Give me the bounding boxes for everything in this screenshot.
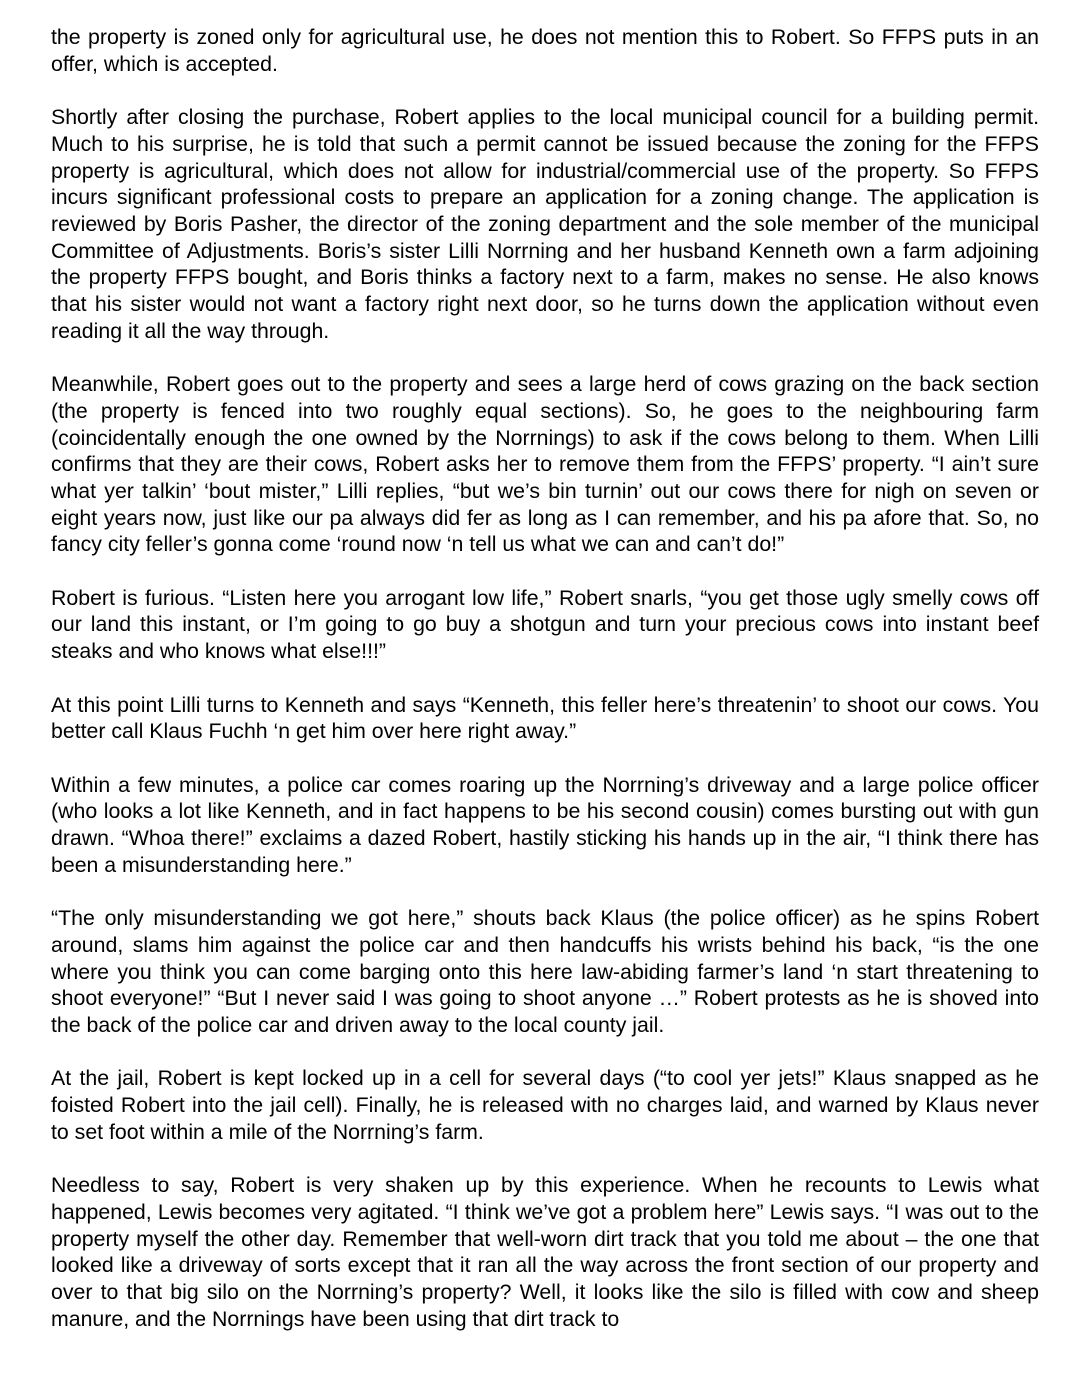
paragraph-cows-grazing: Meanwhile, Robert goes out to the property and sees a large herd of cows grazing on the back section (the property is fenced into two roughly equal sections). So, he goes to the neighbouring farm (coincidentally enough the one owned by the Norrnings) to ask if the cows belong to them. When Lilli confirms that they are their cows, Robert asks her to remove them from the FFPS’ property. “I ain’t sure what yer talkin’ ‘bout mister,” Lilli replies, “but we’s bin turnin’ out our cows there for nigh on seven or eight years now, just like our pa always did fer as long as I can remember, and his pa afore that. So, no fancy city feller’s gonna come ‘round now ‘n tell us what we can and can’t do!” [51, 372, 1039, 557]
paragraph-zoning-offer: the property is zoned only for agricultural use, he does not mention this to Robert. So FFPS puts in an offer, which is accepted. [51, 25, 1039, 76]
paragraph-arrest: “The only misunderstanding we got here,” shouts back Klaus (the police officer) as he spins Robert around, slams him against the police car and then handcuffs his wrists behind his back, “is the one where you think you can come barging onto this here law-abiding farmer’s land ‘n start threatening to shoot everyone!” “But I never said I was going to shoot anyone …” Robert protests as he is shoved into the back of the police car and driven away to the local county jail. [51, 906, 1039, 1037]
paragraph-call-klaus: At this point Lilli turns to Kenneth and says “Kenneth, this feller here’s threatenin’ to shoot our cows. You better call Klaus Fuchh ‘n get him over here right away.” [51, 692, 1039, 744]
paragraph-lewis-dirt-track: Needless to say, Robert is very shaken up by this experience. When he recounts to Lewis what happened, Lewis becomes very agitated. “I think we’ve got a problem here” Lewis says. “I was out to the property myself the other day. Remember that well-worn dirt track that you told me about – the one that looked like a driveway of sorts except that it ran all the way across the front section of our property and over to that big silo on the Norrning’s property? Well, it looks like the silo is filled with cow and sheep manure, and the Norrnings have been using that dirt track to [51, 1173, 1039, 1331]
paragraph-building-permit: Shortly after closing the purchase, Robert applies to the local municipal council for a building permit. Much to his surprise, he is told that such a permit cannot be issued because the zoning for the FFPS property is agricultural, which does not allow for industrial/commercial use of the property. So FFPS incurs significant professional costs to prepare an application for a zoning change. The application is reviewed by Boris Pasher, the director of the zoning department and the sole member of the municipal Committee of Adjustments. Boris’s sister Lilli Norrning and her husband Kenneth own a farm adjoining the property FFPS bought, and Boris thinks a factory next to a farm, makes no sense. He also knows that his sister would not want a factory right next door, so he turns down the application without even reading it all the way through. [51, 105, 1039, 343]
paragraph-police-arrive: Within a few minutes, a police car comes roaring up the Norrning’s driveway and a large police officer (who looks a lot like Kenneth, and in fact happens to be his second cousin) comes bursting out with gun drawn. “Whoa there!” exclaims a dazed Robert, hastily sticking his hands up in the air, “I think there has been a misunderstanding here.” [51, 772, 1039, 877]
document-page [51, 24, 1039, 1332]
paragraph-jail: At the jail, Robert is kept locked up in a cell for several days (“to cool yer jets!” Klaus snapped as he foisted Robert into the jail cell). Finally, he is released with no charges laid, and warned by Klaus never to set foot within a mile of the Norrning’s farm. [51, 1066, 1039, 1144]
paragraph-robert-furious: Robert is furious. “Listen here you arrogant low life,” Robert snarls, “you get those ugly smelly cows off our land this instant, or I’m going to go buy a shotgun and turn your precious cows into instant beef steaks and who knows what else!!!” [51, 585, 1039, 664]
